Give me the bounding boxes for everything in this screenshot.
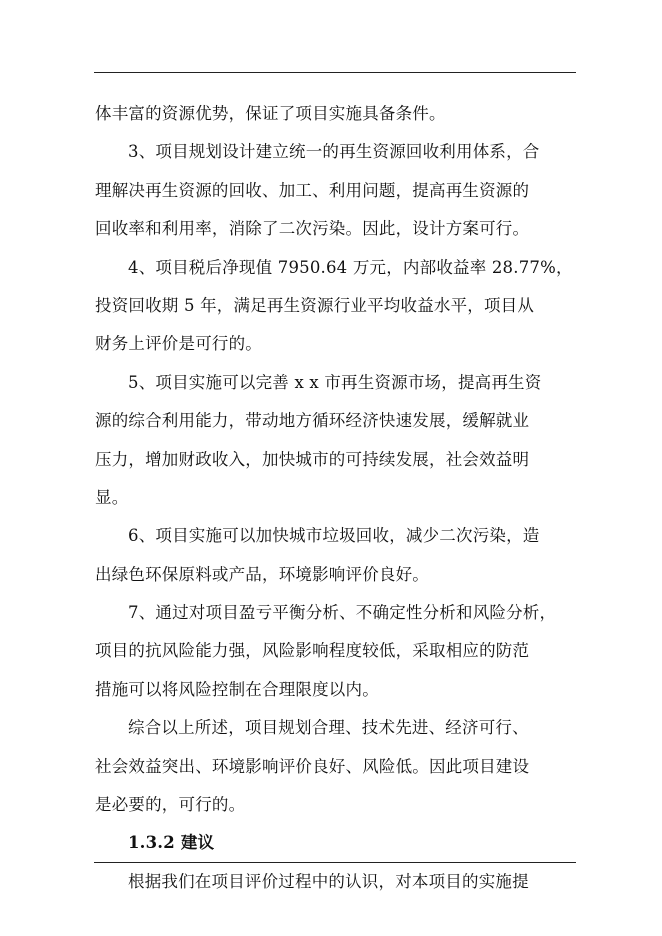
section-heading: 1.3.2 建议 bbox=[128, 833, 215, 853]
paragraph-line: 社会效益突出、环境影响评价良好、风险低。因此项目建设 bbox=[95, 756, 530, 776]
paragraph-line: 财务上评价是可行的。 bbox=[95, 334, 262, 354]
paragraph-line: 综合以上所述，项目规划合理、技术先进、经济可行、 bbox=[128, 718, 529, 738]
paragraph-line: 显。 bbox=[95, 487, 129, 507]
paragraph-line: 3、项目规划设计建立统一的再生资源回收利用体系，合 bbox=[128, 142, 540, 162]
footer-rule bbox=[94, 862, 576, 863]
paragraph-line: 源的综合利用能力，带动地方循环经济快速发展，缓解就业 bbox=[95, 411, 530, 431]
paragraph-line: 体丰富的资源优势，保证了项目实施具备条件。 bbox=[95, 104, 446, 123]
paragraph-line: 5、项目实施可以完善 x x 市再生资源市场，提高再生资 bbox=[128, 372, 542, 392]
paragraph-line: 措施可以将风险控制在合理限度以内。 bbox=[95, 679, 379, 699]
paragraph-line: 压力，增加财政收入，加快城市的可持续发展，社会效益明 bbox=[95, 449, 530, 469]
paragraph-line: 是必要的，可行的。 bbox=[95, 795, 246, 815]
paragraph-line: 出绿色环保原料或产品，环境影响评价良好。 bbox=[95, 564, 429, 584]
page-body bbox=[95, 95, 575, 901]
paragraph-line: 项目的抗风险能力强，风险影响程度较低，采取相应的防范 bbox=[95, 641, 530, 661]
paragraph-line: 4、项目税后净现值 7950.64 万元，内部收益率 28.77%， bbox=[128, 257, 573, 277]
paragraph-line: 投资回收期 5 年，满足再生资源行业平均收益水平，项目从 bbox=[95, 295, 535, 315]
paragraph-line: 回收率和利用率，消除了二次污染。因此，设计方案可行。 bbox=[95, 219, 530, 239]
paragraph-line: 6、项目实施可以加快城市垃圾回收，减少二次污染，造 bbox=[128, 526, 540, 546]
paragraph-line: 根据我们在项目评价过程中的认识，对本项目的实施提 bbox=[128, 871, 529, 891]
paragraph-line: 7、通过对项目盈亏平衡分析、不确定性分析和风险分析， bbox=[128, 603, 557, 623]
header-rule bbox=[94, 72, 576, 73]
paragraph-line: 理解决再生资源的回收、加工、利用问题，提高再生资源的 bbox=[95, 180, 530, 200]
